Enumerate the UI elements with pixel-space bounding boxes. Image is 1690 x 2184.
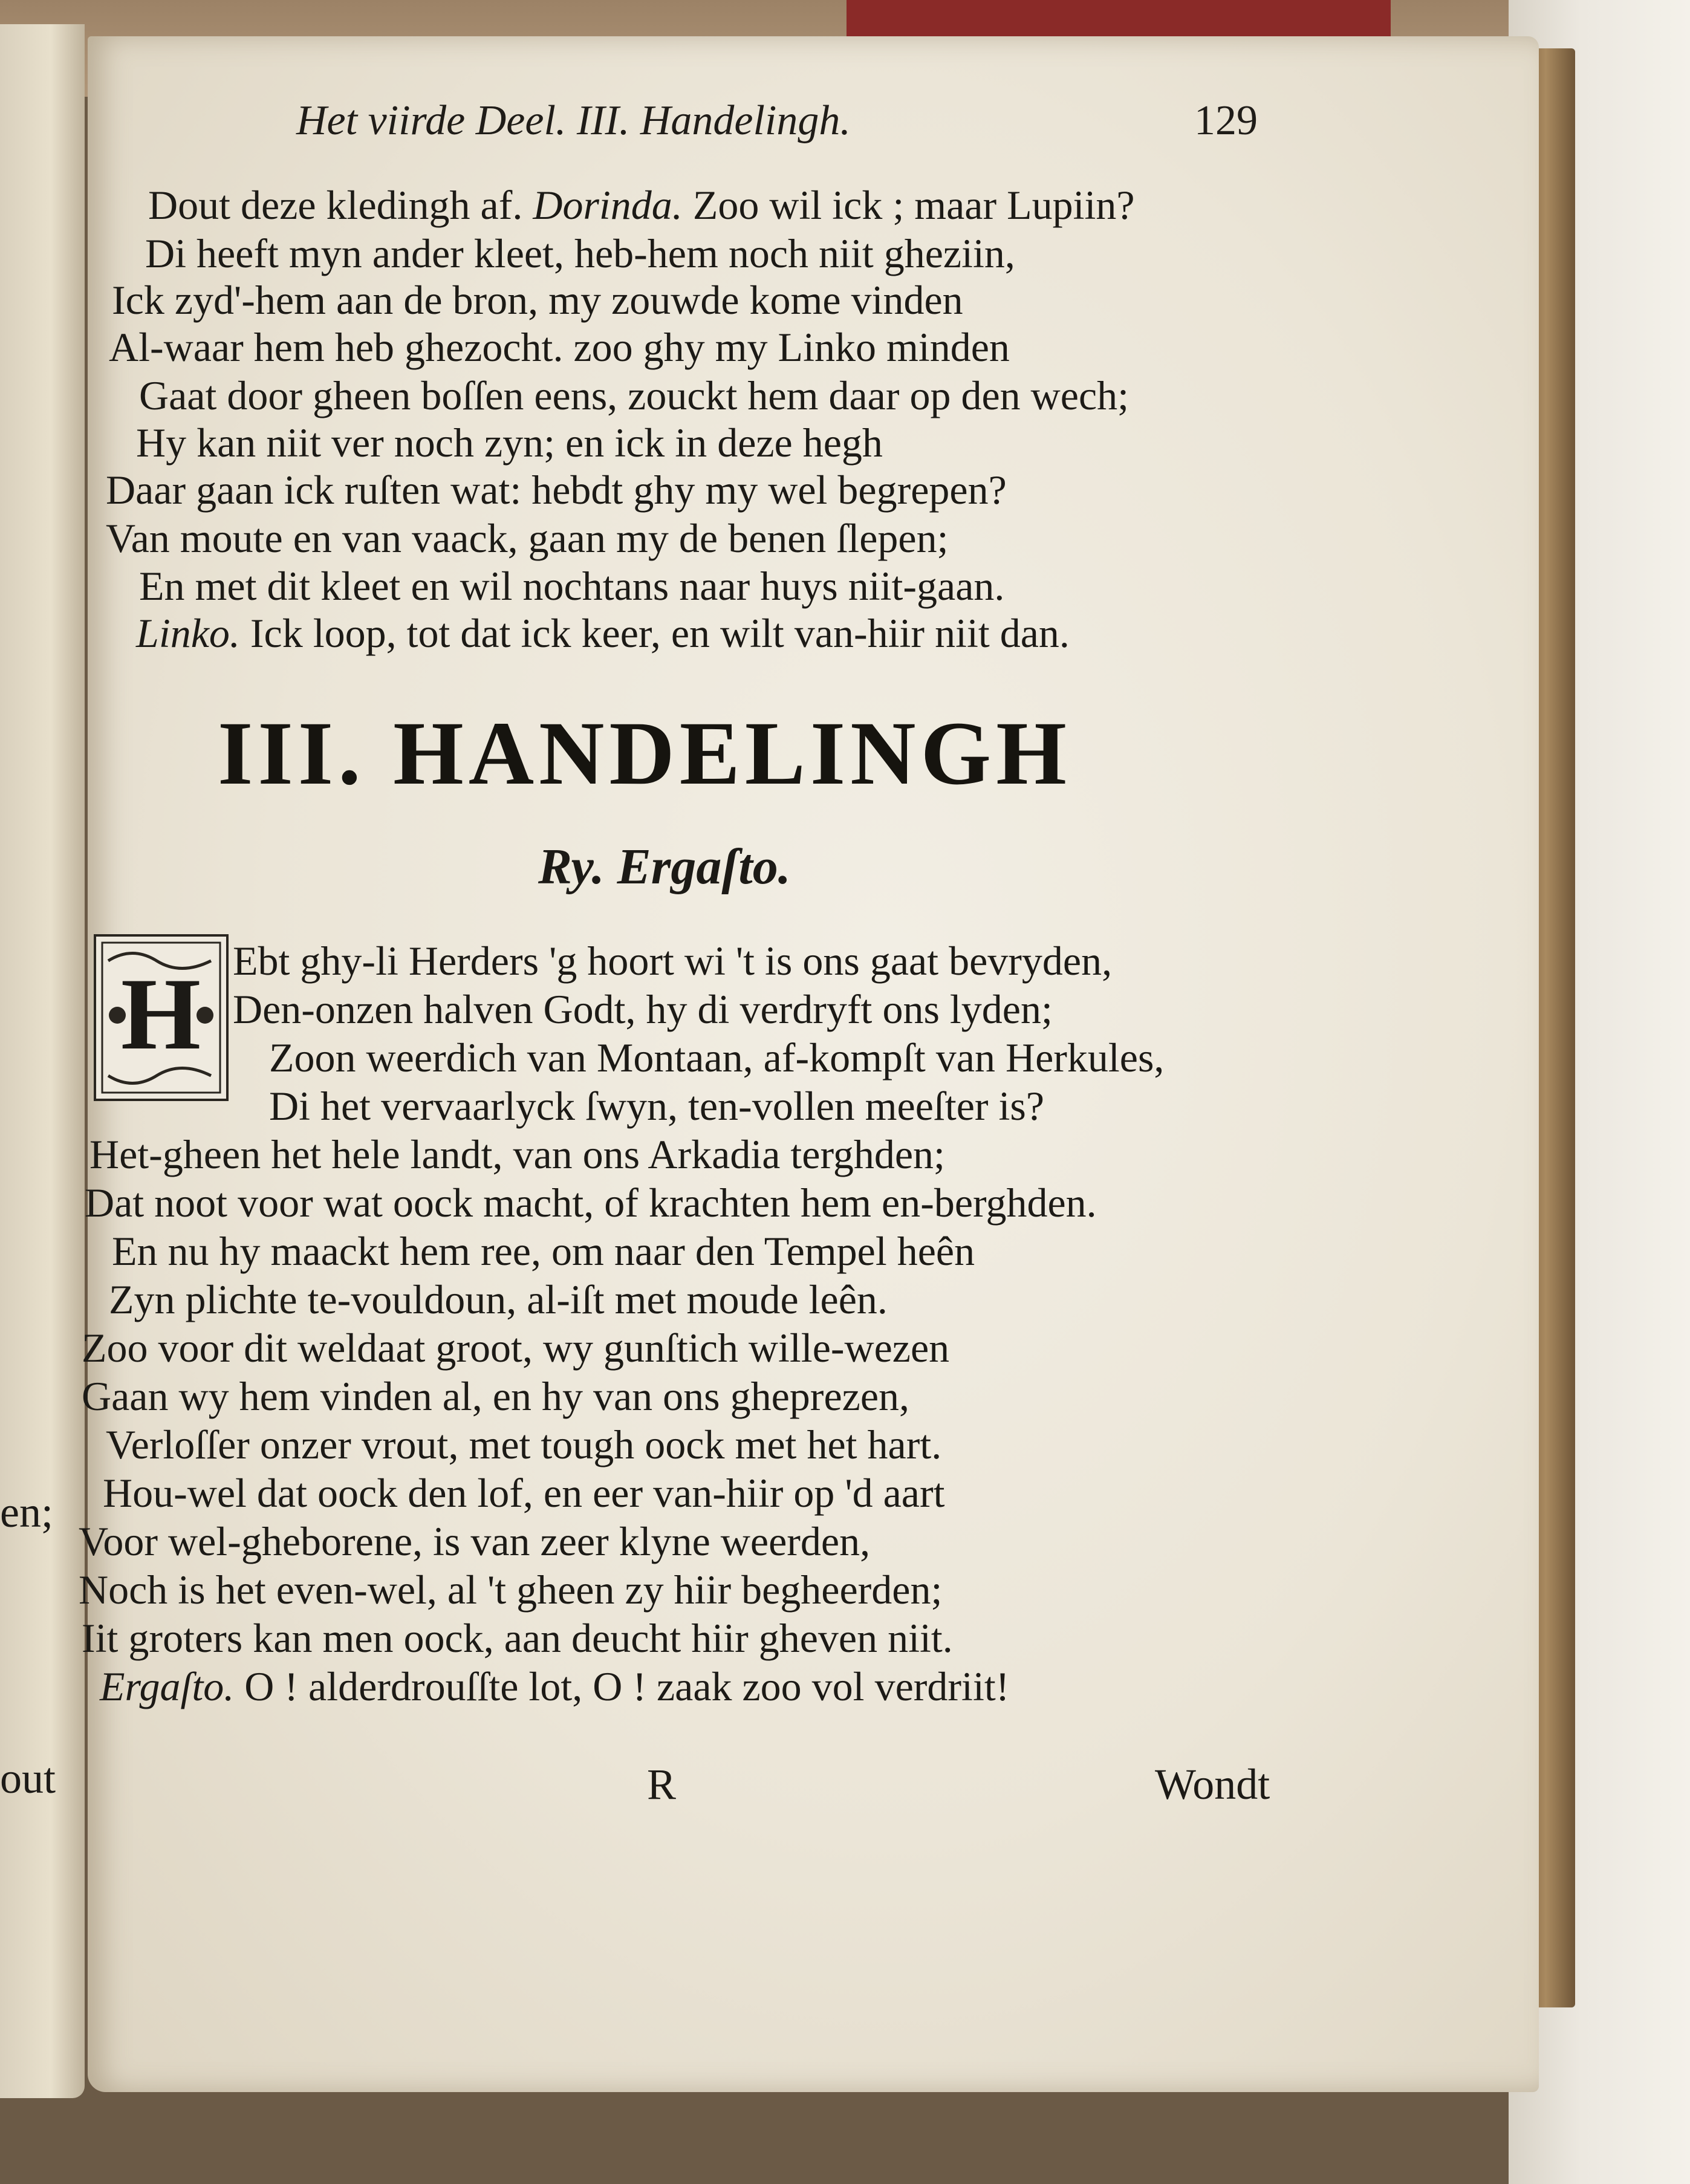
- verse-line: Den-onzen halven Godt, hy di verdryft ons lyden;: [233, 986, 1053, 1032]
- verse-text: Zoo wil ick ; maar Lupiin?: [682, 182, 1135, 228]
- verse-line: En nu hy maackt hem ree, om naar den Tempel heên: [112, 1228, 975, 1274]
- verse-line: Gaan wy hem vinden al, en hy van ons gheprezen,: [82, 1373, 909, 1419]
- running-head: Het viirde Deel. III. Handelingh.: [296, 97, 851, 144]
- verse-text: Dout deze kledingh af.: [148, 182, 533, 228]
- verse-line: [100, 1663, 1010, 1709]
- red-book-cover: [847, 0, 1391, 36]
- verse-line: Het-gheen het hele landt, van ons Arkadia terghden;: [89, 1131, 945, 1177]
- verse-line: Zyn plichte te-vouldoun, al-iſt met moude leên.: [109, 1276, 888, 1322]
- left-page: [0, 24, 85, 2098]
- page-number: 129: [1194, 97, 1258, 144]
- verse-line: [136, 610, 1070, 656]
- catchword: Wondt: [1155, 1760, 1270, 1809]
- verse-line: Gaat door gheen boſſen eens, zouckt hem daar op den wech;: [139, 372, 1129, 418]
- scene-title: Ry. Ergaſto.: [538, 839, 791, 895]
- speaker-name: Linko.: [136, 610, 240, 656]
- verse-line: Verloſſer onzer vrout, met tough oock met het hart.: [106, 1422, 942, 1467]
- verse-line: Di heeft myn ander kleet, heb-hem noch niit gheziin,: [145, 230, 1015, 276]
- verse-line: Zoo voor dit weldaat groot, wy gunſtich wille-wezen: [82, 1325, 950, 1371]
- left-page-fragment: en;: [0, 1488, 53, 1536]
- verse-line: [148, 184, 1135, 226]
- act-title: III. HANDELINGH: [218, 703, 1071, 804]
- left-page-fragment: out: [0, 1754, 56, 1802]
- decorated-initial: [94, 934, 229, 1101]
- verse-line: Ebt ghy-li Herders 'g hoort wi 't is ons gaat bevryden,: [233, 938, 1113, 984]
- initial-letter: H: [120, 957, 201, 1071]
- verse-text: O ! alderdrouſſte lot, O ! zaak zoo vol verdriit!: [234, 1663, 1010, 1709]
- signature-mark: R: [647, 1760, 677, 1809]
- speaker-name: Ergaſto.: [100, 1663, 235, 1709]
- verse-line: Hou-wel dat oock den lof, en eer van-hiir op 'd aart: [103, 1470, 945, 1516]
- verse-line: Dat noot voor wat oock macht, of krachten hem en-berghden.: [85, 1180, 1097, 1226]
- verse-line: Daar gaan ick ruſten wat: hebdt ghy my wel begrepen?: [106, 467, 1007, 513]
- verse-line: En met dit kleet en wil nochtans naar huys niit-gaan.: [139, 563, 1005, 609]
- verse-line: Noch is het even-wel, al 't gheen zy hiir begheerden;: [79, 1567, 943, 1613]
- speaker-name: Dorinda.: [533, 182, 683, 228]
- verse-line: Hy kan niit ver noch zyn; en ick in deze hegh: [136, 420, 883, 466]
- verse-text: Ick loop, tot dat ick keer, en wilt van-hiir niit dan.: [239, 610, 1070, 656]
- verse-line: Al-waar hem heb ghezocht. zoo ghy my Linko minden: [109, 324, 1010, 370]
- verse-line: Di het vervaarlyck ſwyn, ten-vollen meeſter is?: [269, 1083, 1045, 1129]
- verse-line: Van moute en van vaack, gaan my de benen ſlepen;: [106, 515, 949, 561]
- verse-line: Zoon weerdich van Montaan, af-kompſt van Herkules,: [269, 1035, 1165, 1081]
- ornament-icon: [96, 937, 226, 1099]
- verse-line: Ick zyd'-hem aan de bron, my zouwde kome vinden: [112, 277, 963, 323]
- verse-line: Voor wel-gheborene, is van zeer klyne weerden,: [79, 1518, 871, 1564]
- verse-line: Iit groters kan men oock, aan deucht hiir gheven niit.: [82, 1615, 953, 1661]
